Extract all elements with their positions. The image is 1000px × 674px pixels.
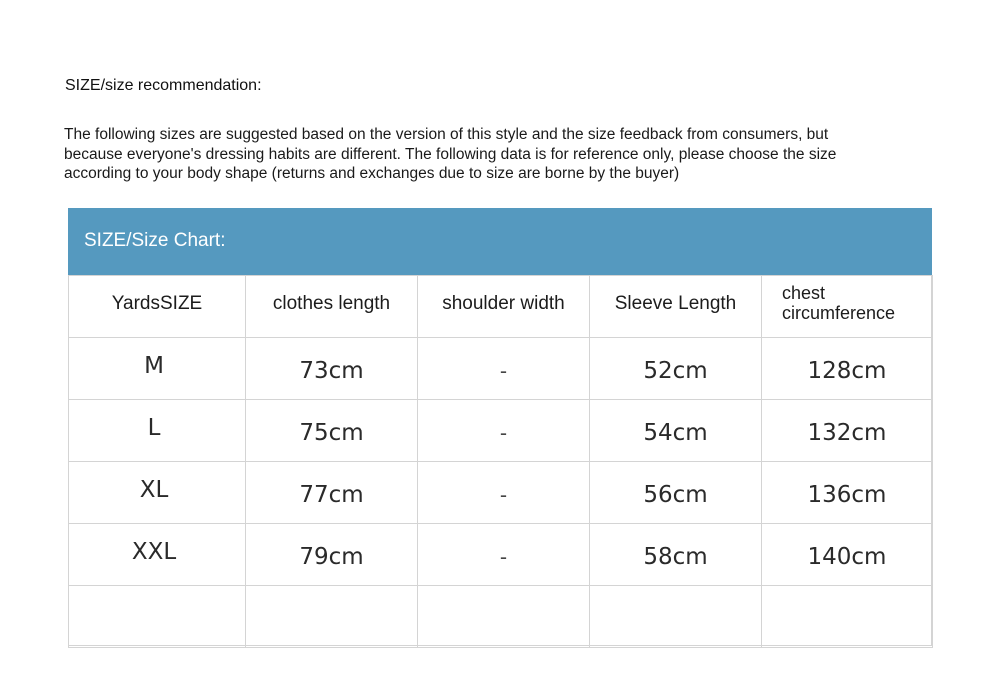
intro-line: The following sizes are suggested based on the version of this style and the size feedback from consumers, but: [64, 126, 829, 143]
shoulder-width-cell: -: [418, 338, 590, 400]
intro-line: because everyone's dressing habits are different. The following data is for reference only, please choose the size: [64, 145, 837, 163]
size-cell: L: [69, 400, 246, 462]
empty-cell: [418, 586, 590, 648]
size-table: [68, 275, 933, 648]
table-row: [69, 524, 933, 586]
size-cell: XL: [69, 462, 246, 524]
column-header-chest-circumference: chest circumference: [762, 276, 933, 338]
empty-cell: [590, 586, 762, 648]
size-chart-title: SIZE/Size Chart:: [84, 230, 226, 251]
chest-circumference-cell: 128cm: [762, 338, 933, 400]
chest-circumference-cell: 132cm: [762, 400, 933, 462]
shoulder-width-cell: -: [418, 462, 590, 524]
clothes-length-cell: 77cm: [246, 462, 418, 524]
size-cell: XXL: [69, 524, 246, 586]
size-cell: M: [69, 338, 246, 400]
sleeve-length-cell: 56cm: [590, 462, 762, 524]
column-header-size: YardsSIZE: [69, 276, 246, 338]
sleeve-length-cell: 58cm: [590, 524, 762, 586]
page-heading: SIZE/size recommendation:: [65, 77, 262, 94]
column-header-clothes-length: clothes length: [246, 276, 418, 338]
intro-line: according to your body shape (returns and exchanges due to size are borne by the buyer): [64, 165, 680, 182]
column-header-sleeve-length: Sleeve Length: [590, 276, 762, 338]
shoulder-width-cell: -: [418, 524, 590, 586]
table-row-empty: [69, 586, 933, 648]
sleeve-length-cell: 54cm: [590, 400, 762, 462]
clothes-length-cell: 79cm: [246, 524, 418, 586]
empty-cell: [69, 586, 246, 648]
table-row: [69, 462, 933, 524]
size-chart: [68, 208, 932, 646]
chest-circumference-cell: 136cm: [762, 462, 933, 524]
table-row: [69, 400, 933, 462]
chest-circumference-cell: 140cm: [762, 524, 933, 586]
column-header-shoulder-width: shoulder width: [418, 276, 590, 338]
shoulder-width-cell: -: [418, 400, 590, 462]
table-header-row: [69, 276, 933, 338]
clothes-length-cell: 73cm: [246, 338, 418, 400]
sleeve-length-cell: 52cm: [590, 338, 762, 400]
clothes-length-cell: 75cm: [246, 400, 418, 462]
empty-cell: [762, 586, 933, 648]
size-chart-header-bar: [68, 208, 932, 275]
empty-cell: [246, 586, 418, 648]
intro-paragraph: [64, 125, 934, 184]
table-row: [69, 338, 933, 400]
